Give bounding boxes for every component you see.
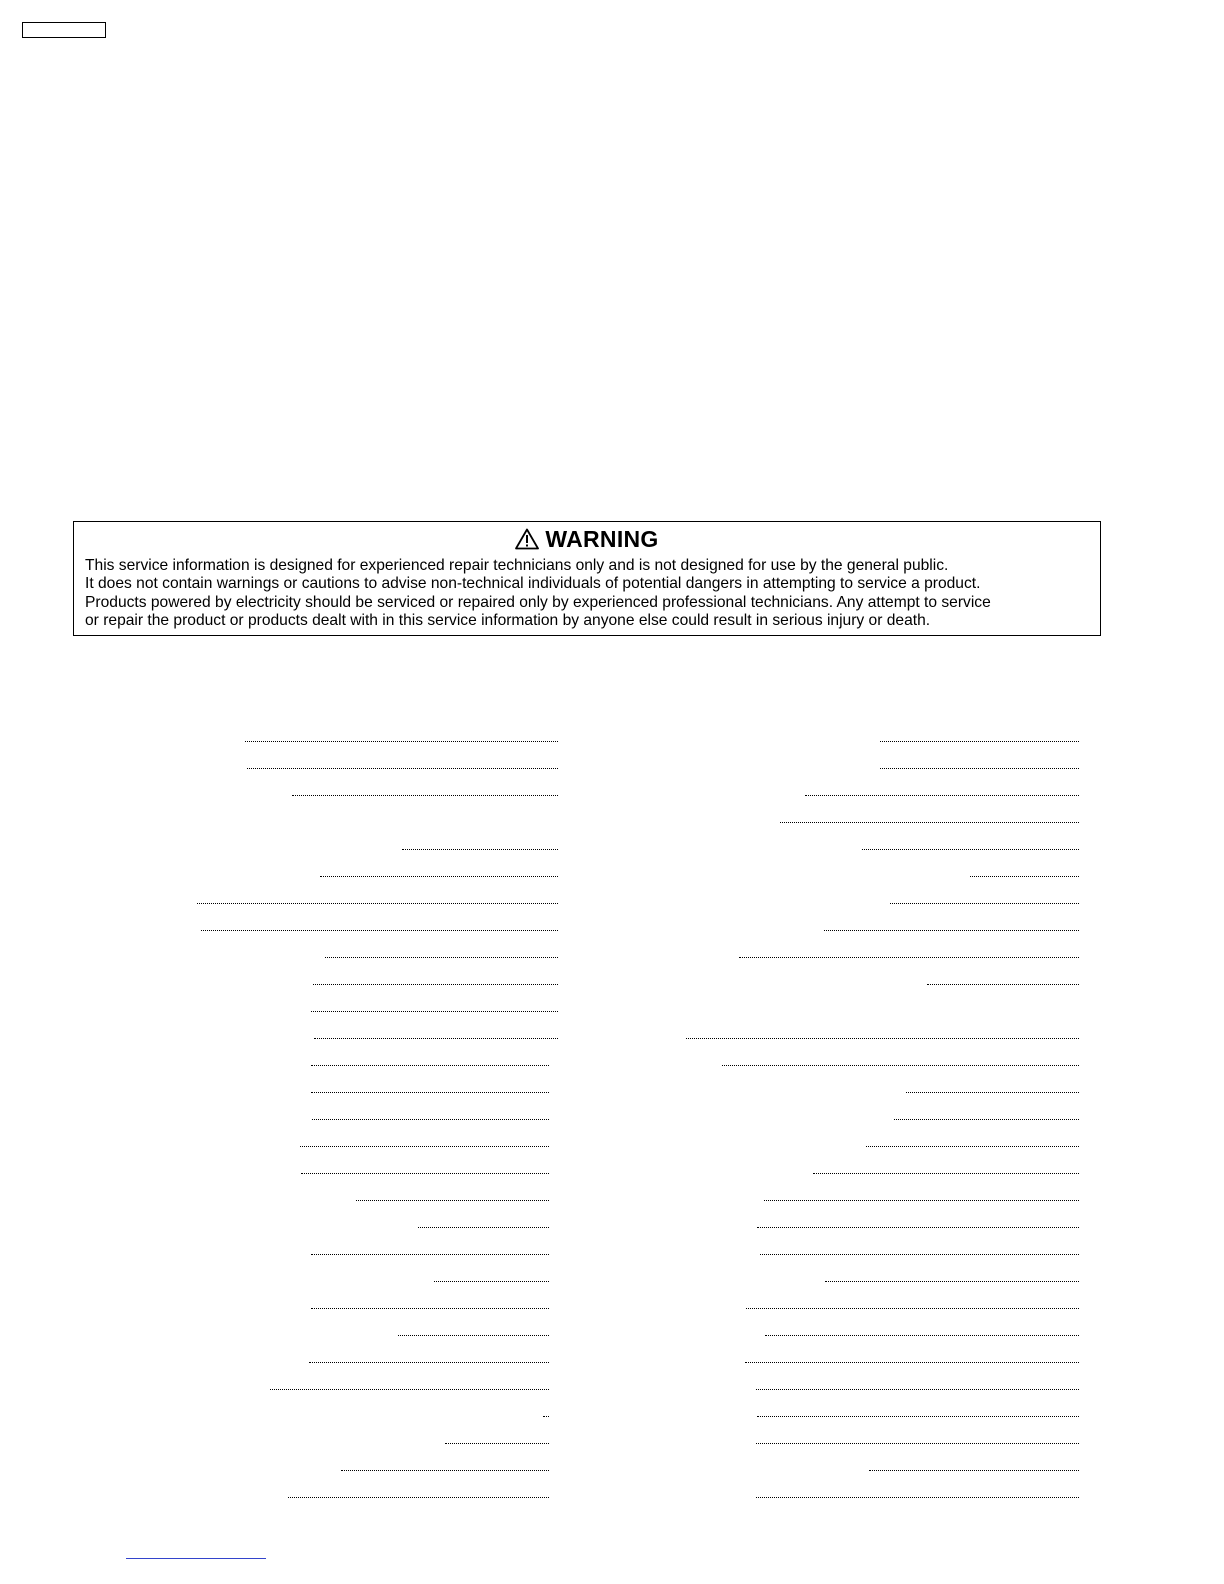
toc-leader <box>862 847 1079 850</box>
toc-leader <box>805 793 1079 796</box>
toc-leader <box>341 1468 549 1471</box>
toc-leader <box>765 1333 1079 1336</box>
toc-leader <box>686 1036 1079 1039</box>
toc-leader <box>398 1333 549 1336</box>
toc-leader <box>434 1279 549 1282</box>
warning-text <box>85 557 1090 630</box>
toc-leader <box>325 955 558 958</box>
toc-leader <box>764 1198 1079 1201</box>
toc-leader <box>311 1090 549 1093</box>
warning-heading <box>74 525 1100 553</box>
toc-leader <box>247 766 558 769</box>
toc-leader <box>402 847 558 850</box>
warning-title: WARNING <box>545 526 659 552</box>
warning-line-1: This service information is designed for experienced repair technicians only and is not designed for use by the general public. <box>85 557 949 574</box>
toc-leader <box>756 1495 1079 1498</box>
toc-leader <box>757 1414 1079 1417</box>
warning-line-4: or repair the product or products dealt with in this service information by anyone else could result in serious injury or death. <box>85 611 931 629</box>
toc-leader <box>314 1036 558 1039</box>
toc-leader <box>311 1306 549 1309</box>
toc-leader <box>813 1171 1079 1174</box>
warning-triangle-icon <box>515 528 539 550</box>
header-model-box <box>22 22 106 38</box>
warning-box <box>73 521 1101 636</box>
toc-leader <box>894 1117 1079 1120</box>
toc-leader <box>756 1441 1079 1444</box>
toc-leader <box>927 982 1079 985</box>
toc-leader <box>245 739 558 742</box>
toc-leader <box>824 928 1079 931</box>
toc-leader <box>301 1171 549 1174</box>
toc-leader <box>757 1225 1079 1228</box>
toc-leader <box>825 1279 1079 1282</box>
toc-leader <box>722 1063 1079 1066</box>
toc-leader <box>880 766 1079 769</box>
toc-leader <box>869 1468 1079 1471</box>
warning-line-3: Products powered by electricity should be serviced or repaired only by experienced professional technicians. Any attempt to service <box>85 593 991 611</box>
toc-leader <box>320 874 558 877</box>
warning-line-2: It does not contain warnings or cautions to advise non-technical individuals of potential dangers in attempting to service a product. <box>85 575 981 593</box>
toc-leader <box>197 901 558 904</box>
toc-leader <box>880 739 1079 742</box>
toc-leader <box>746 1306 1079 1309</box>
toc-leader <box>313 982 558 985</box>
footer-link-underline[interactable] <box>126 1558 266 1559</box>
toc-leader <box>745 1360 1079 1363</box>
toc-leader <box>270 1387 549 1390</box>
toc-leader <box>780 820 1079 823</box>
toc-leader <box>756 1387 1079 1390</box>
toc-leader <box>418 1225 549 1228</box>
toc-leader <box>356 1198 549 1201</box>
toc-leader <box>739 955 1079 958</box>
toc-leader <box>311 1009 558 1012</box>
toc-leader <box>311 1063 549 1066</box>
toc-leader <box>309 1360 549 1363</box>
toc-leader <box>543 1414 549 1417</box>
toc-leader <box>312 1117 549 1120</box>
toc-leader <box>300 1144 549 1147</box>
toc-leader <box>292 793 558 796</box>
toc-leader <box>906 1090 1079 1093</box>
toc-leader <box>866 1144 1079 1147</box>
toc-leader <box>201 928 558 931</box>
toc-leader <box>890 901 1079 904</box>
toc-leader <box>445 1441 549 1444</box>
toc-leader <box>311 1252 549 1255</box>
toc-leader <box>288 1495 549 1498</box>
toc-leader <box>760 1252 1079 1255</box>
toc-leader <box>970 874 1079 877</box>
